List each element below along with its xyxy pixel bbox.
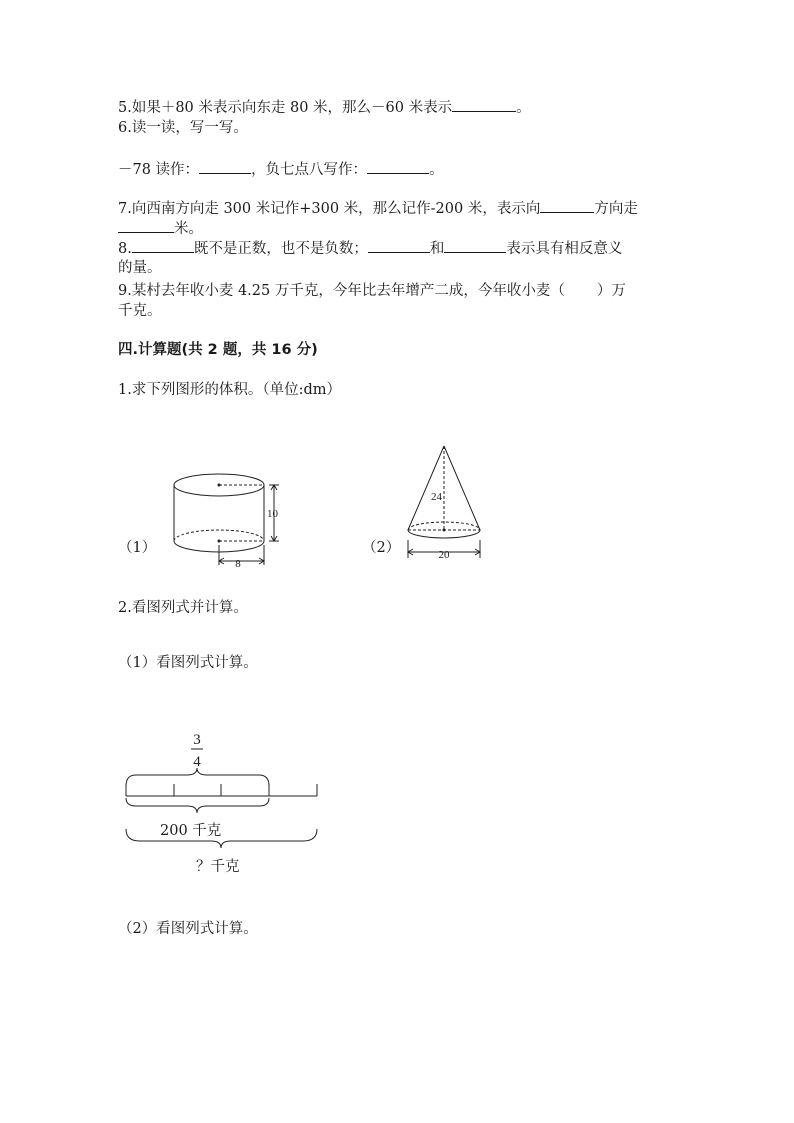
cylinder-radius-label: 8 [235,558,241,570]
q7-suffix: 米。 [174,221,203,237]
known-weight-label: 200 千克 [160,823,222,839]
question-9-line2: 千克。 [118,303,162,319]
q5-suffix: 。 [516,100,531,116]
q9-suffix: ）万 [596,283,626,299]
bottom-brace [126,829,317,848]
q8-num: 8. [118,241,132,257]
figure-1-label: （1） [118,540,157,556]
q9-text: 9.某村去年收小麦 4.25 万千克，今年比去年增产二成，今年收小麦（ [118,283,565,299]
figure-2-label: （2） [362,540,401,556]
cone-diameter-label: 20 [438,549,450,561]
q7-text: 7.向西南方向走 300 米记作+300 米，那么记作-200 米，表示向 [118,201,541,217]
middle-brace [126,798,269,813]
q6-part1: －78 读作： [118,162,200,178]
unknown-weight-label: ？千克 [196,859,240,875]
cylinder-height-label: 10 [267,508,278,520]
q6-end: 。 [429,162,444,178]
question-8-line2: 的量。 [118,260,162,276]
question-6-title: 6.读一读，写一写。 [118,120,248,136]
fraction-numerator: 3 [193,732,201,748]
calc-question-2-sub2: （2）看图列式计算。 [118,921,258,937]
fraction-denominator: 4 [193,754,201,770]
cone-height-label: 24 [431,491,442,503]
q8-text-b: 既不是正数，也不是负数； [193,241,368,257]
calc-question-2-title: 2.看图列式并计算。 [118,600,248,616]
calc-question-1-title: 1.求下列图形的体积。（单位:dm） [118,382,342,398]
q8-text-c: 和 [429,241,445,257]
q6-part2: ，负七点八写作： [251,162,368,178]
q7-text-2: 方向走 [594,201,638,217]
q5-text: 5.如果＋80 米表示向东走 80 米，那么－60 米表示 [118,100,453,116]
calc-question-2-sub1: （1）看图列式计算。 [118,655,258,671]
section-title: 四.计算题(共 2 题，共 16 分) [118,342,318,358]
q8-text-d: 表示具有相反意义 [506,241,623,257]
top-brace [126,768,269,786]
